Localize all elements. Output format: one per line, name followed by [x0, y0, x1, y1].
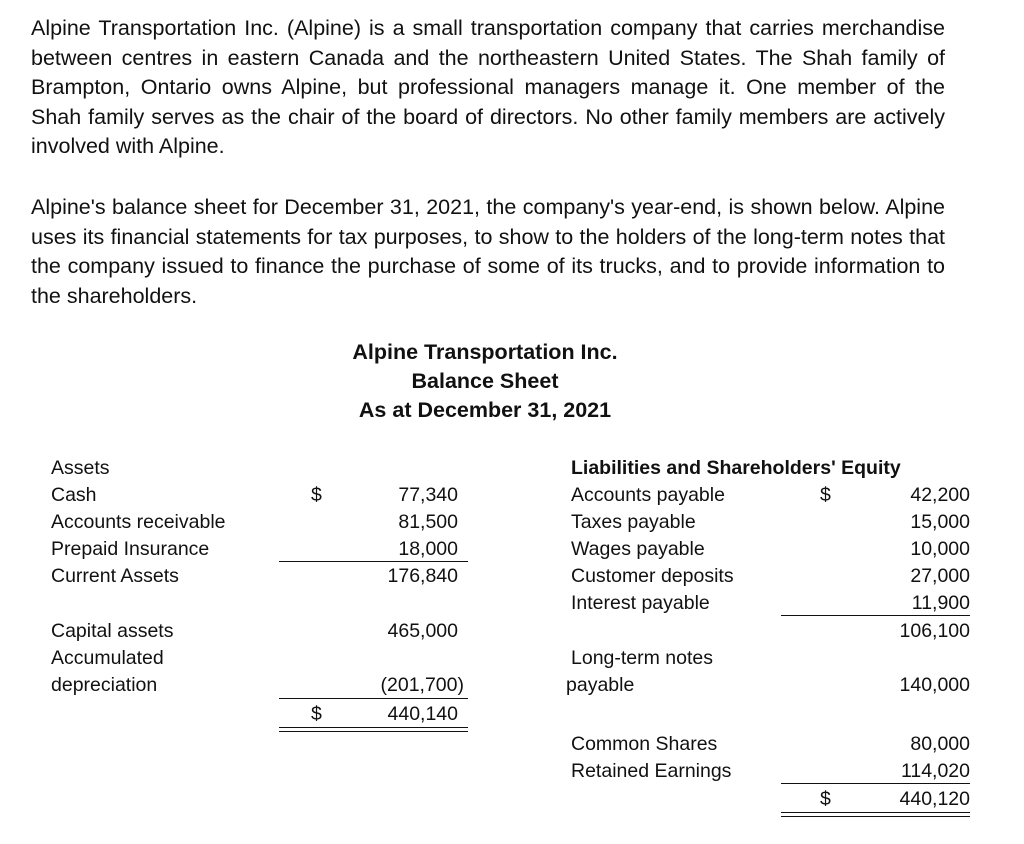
ltn-value: 140,000	[899, 674, 970, 696]
statement-date: As at December 31, 2021	[358, 398, 612, 422]
common-shares-value: 80,000	[910, 733, 970, 755]
ar-value: 81,500	[398, 511, 458, 533]
cash-label: Cash	[51, 484, 97, 506]
deposits-value: 27,000	[910, 565, 970, 587]
current-liabilities-total: 106,100	[899, 620, 970, 642]
intro-paragraph-1: Alpine Transportation Inc. (Alpine) is a small transportation company that carries merchandise between centres in eastern Canada and the northeastern United States. The Shah family of Brampton, Ontario owns Alpine, but professional managers manage it. One member of the Shah family serves as the chair of the board of directors. No other family members are actively involved with Alpine.	[31, 16, 945, 158]
interest-value: 11,900	[911, 592, 970, 614]
statement-name: Balance Sheet	[411, 369, 559, 393]
current-assets-total: 176,840	[387, 565, 458, 587]
ltn-label-line1: Long-term notes	[571, 647, 713, 669]
interest-label: Interest payable	[571, 592, 710, 614]
intro-paragraph-2: Alpine's balance sheet for December 31, 2021, the company's year-end, is shown below. Alpine uses its financial statements for tax purposes, to show to the holders of the long-term notes that the company issued to finance the purchase of some of its trucks, and to provide information to the shareholders.	[31, 195, 945, 308]
accum-dep-label-line2: depreciation	[51, 674, 158, 696]
prepaid-label: Prepaid Insurance	[51, 538, 210, 560]
total-liab-double-rule-2	[781, 816, 970, 817]
ap-value: 42,200	[910, 484, 970, 506]
total-assets-rule	[279, 698, 468, 699]
cash-currency: $	[311, 484, 322, 506]
accum-dep-value: (201,700)	[380, 674, 464, 696]
total-assets-double-rule-1	[279, 727, 468, 728]
statement-company: Alpine Transportation Inc.	[352, 340, 618, 364]
ltn-label-line2: payable	[566, 674, 635, 696]
assets-heading: Assets	[51, 457, 110, 479]
current-liabilities-rule	[781, 615, 970, 616]
taxes-label: Taxes payable	[571, 511, 696, 533]
wages-value: 10,000	[910, 538, 970, 560]
total-assets-double-rule-2	[279, 731, 468, 732]
liabilities-heading: Liabilities and Shareholders' Equity	[571, 457, 901, 479]
total-assets-currency: $	[311, 703, 322, 725]
total-liab-equity-value: 440,120	[899, 788, 970, 810]
accum-dep-label-line1: Accumulated	[51, 647, 164, 669]
total-liab-double-rule-1	[781, 812, 970, 813]
ap-currency: $	[820, 484, 831, 506]
capital-assets-value: 465,000	[387, 620, 458, 642]
total-liab-equity-currency: $	[820, 788, 831, 810]
common-shares-label: Common Shares	[571, 733, 718, 755]
retained-earnings-value: 114,020	[900, 760, 970, 782]
cash-value: 77,340	[398, 484, 458, 506]
taxes-value: 15,000	[910, 511, 970, 533]
ar-label: Accounts receivable	[51, 511, 226, 533]
equity-rule	[781, 783, 970, 784]
ap-label: Accounts payable	[571, 484, 725, 506]
wages-label: Wages payable	[571, 538, 705, 560]
retained-earnings-label: Retained Earnings	[571, 760, 732, 782]
prepaid-value: 18,000	[398, 538, 458, 560]
current-assets-label: Current Assets	[51, 565, 179, 587]
capital-assets-label: Capital assets	[51, 620, 174, 642]
deposits-label: Customer deposits	[571, 565, 734, 587]
total-assets-value: 440,140	[387, 703, 458, 725]
current-assets-rule	[279, 561, 468, 562]
